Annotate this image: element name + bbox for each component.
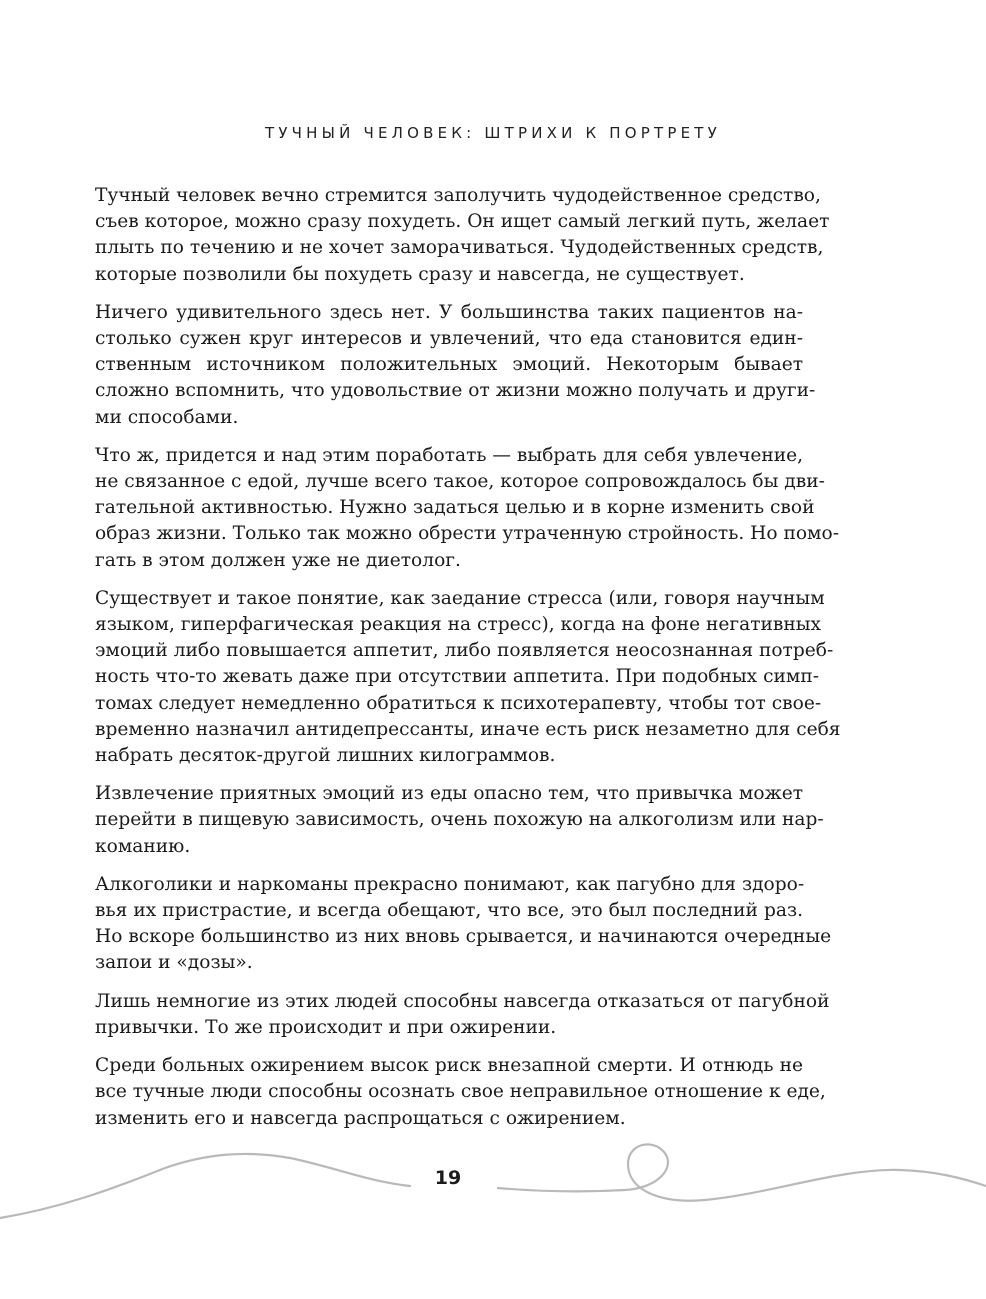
text-line: образ жизни. Только так можно обрести утраченную стройность. Но помо- [95,523,839,545]
text-line: Алкоголики и наркоманы прекрасно понимают, как пагубно для здоро- [95,873,805,895]
paragraph [95,781,824,860]
text-line: команию. [95,835,191,857]
text-line: столько сужен круг интересов и увлечений, что еда становится един- [95,328,803,350]
text-line: Но вскоре большинство из них вновь срывается, и начинаются очередные [95,926,832,948]
text-line: ми способами. [95,406,239,428]
text-line: набрать десяток-другой лишних килограммов. [95,745,556,767]
text-line: гательной активностью. Нужно задаться целью и в корне изменить свой [95,497,815,519]
text-line: Существует и такое понятие, как заедание стресса (или, говоря научным [95,587,825,609]
text-line: Среди больных ожирением высок риск внезапной смерти. И отнюдь не [95,1055,803,1077]
text-line: перейти в пищевую зависимость, очень похожую на алкоголизм или нар- [95,809,824,831]
text-line: Ничего удивительного здесь нет. У большинства таких пациентов на- [95,301,803,323]
paragraph [95,989,830,1041]
text-line: языком, гиперфагическая реакция на стресс), когда на фоне негативных [95,614,822,636]
text-line: Что ж, придется и над этим поработать — выбрать для себя увлечение, [95,444,804,466]
text-line: которые позволили бы похудеть сразу и навсегда, не существует. [95,263,745,285]
text-line: эмоций либо повышается аппетит, либо появляется неосознанная потреб- [95,640,834,662]
text-line: Извлечение приятных эмоций из еды опасно тем, что привычка может [95,783,803,805]
text-line: ственным источником положительных эмоций. Некоторым бывает [95,354,803,376]
text-line: вья их пристрастие, и всегда обещают, что все, это был последний раз. [95,900,803,922]
paragraph [95,1053,826,1132]
body-text [95,183,841,1144]
text-line: Тучный человек вечно стремится заполучить чудодейственное средство, [95,185,821,206]
text-line: Лишь немногие из этих людей способны навсегда отказаться от пагубной [95,990,830,1012]
text-line: плыть по течению и не хочет заморачиваться. Чудодейственных средств, [95,237,824,259]
paragraph [95,586,841,769]
text-line: привычки. То же происходит и при ожирении. [95,1016,557,1038]
text-line: запои и «дозы». [95,952,253,974]
text-line: ность что-то жевать даже при отсутствии аппетита. При подобных симп- [95,666,820,688]
paragraph [95,183,830,288]
text-line: не связанное с едой, лучше всего такое, которое сопровождалось бы дви- [95,471,825,493]
paragraph [95,443,839,574]
text-line: съев которое, можно сразу похудеть. Он ищет самый легкий путь, желает [95,211,830,233]
page-number: 19 [434,1167,462,1189]
text-line: сложно вспомнить, что удовольствие от жизни можно получать и други- [95,380,816,402]
text-line: томах следует немедленно обратиться к психотерапевту, чтобы тот свое- [95,692,822,714]
running-title: ТУЧНЫЙ ЧЕЛОВЕК: ШТРИХИ К ПОРТРЕТУ [264,124,722,142]
paragraph [95,872,832,977]
paragraph [95,300,816,431]
text-line: гать в этом должен уже не диетолог. [95,549,461,571]
text-line: временно назначил антидепрессанты, иначе есть риск незаметно для себя [95,718,841,740]
text-line: все тучные люди способны осознать свое неправильное отношение к еде, [95,1081,826,1103]
text-line: изменить его и навсегда распрощаться с ожирением. [95,1107,626,1129]
